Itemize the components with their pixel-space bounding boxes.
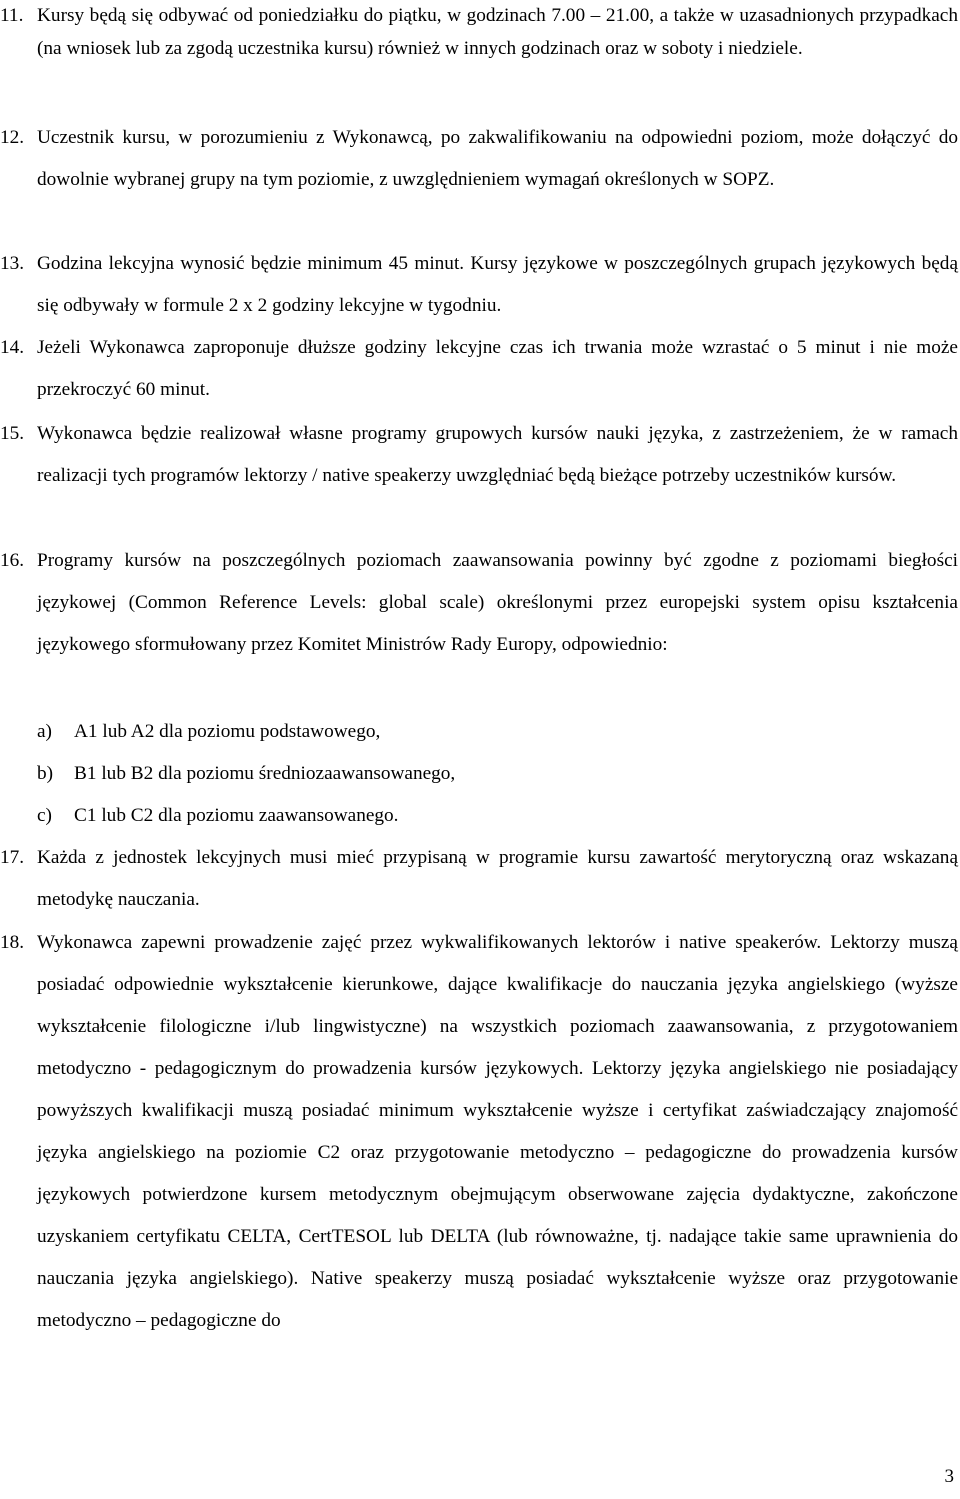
page-number: 3 <box>944 1466 954 1487</box>
sub-item-letter: a) <box>37 721 52 742</box>
item-text: Każda z jednostek lekcyjnych musi mieć przypisaną w programie kursu zawartość merytoryczną oraz wskazaną metodykę nauczania. <box>37 847 958 910</box>
item-number: 18. <box>0 932 25 953</box>
sub-item-text: B1 lub B2 dla poziomu średniozaawansowanego, <box>74 763 456 784</box>
item-text: Kursy będą się odbywać od poniedziałku do piątku, w godzinach 7.00 – 21.00, a także w uzasadnionych przypadkach (na wniosek lub za zgodą uczestnika kursu) również w innych godzinach oraz w soboty i niedziele. <box>37 5 958 59</box>
sub-item-letter: c) <box>37 805 52 826</box>
sub-item-letter: b) <box>37 763 54 784</box>
item-number: 17. <box>0 847 25 868</box>
item-text: Jeżeli Wykonawca zaproponuje dłuższe godziny lekcyjne czas ich trwania może wzrastać o 5 minut i nie może przekroczyć 60 minut. <box>37 337 958 400</box>
item-number: 12. <box>0 127 25 148</box>
item-number: 11. <box>0 5 24 26</box>
item-number: 15. <box>0 423 25 444</box>
item-number: 13. <box>0 253 25 274</box>
sub-item-text: C1 lub C2 dla poziomu zaawansowanego. <box>74 805 399 826</box>
item-number: 16. <box>0 550 25 571</box>
sub-item-text: A1 lub A2 dla poziomu podstawowego, <box>74 721 381 742</box>
item-text: Programy kursów na poszczególnych poziomach zaawansowania powinny być zgodne z poziomami biegłości językowej (Common Reference Levels: global scale) określonymi przez europejski system opisu kształcenia językowego sformułowany przez Komitet Ministrów Rady Europy, odpowiednio: <box>37 550 958 655</box>
item-number: 14. <box>0 337 25 358</box>
item-text: Uczestnik kursu, w porozumieniu z Wykonawcą, po zakwalifikowaniu na odpowiedni poziom, może dołączyć do dowolnie wybranej grupy na tym poziomie, z uwzględnieniem wymagań określonych w SOPZ. <box>37 127 958 190</box>
item-text: Wykonawca zapewni prowadzenie zajęć przez wykwalifikowanych lektorów i native speakerów. Lektorzy muszą posiadać odpowiednie wykształcenie kierunkowe, dające kwalifikacje do nauczania języka angielskiego (wyższe wykształcenie filologiczne i/lub lingwistyczne) na wszystkich poziomach zaawansowania, z przygotowaniem metodyczno - pedagogicznym do prowadzenia kursów językowych. Lektorzy języka angielskiego nie posiadający powyższych kwalifikacji muszą posiadać minimum wykształcenie wyższe i certyfikat zaświadczający znajomość języka angielskiego na poziomie C2 oraz przygotowanie metodyczno – pedagogiczne do prowadzenia kursów językowych potwierdzone kursem metodycznym obejmującym obserwowane zajęcia dydaktyczne, zakończone uzyskaniem certyfikatu CELTA, CertTESOL lub DELTA (lub równoważne, tj. nadające takie same uprawnienia do nauczania języka angielskiego). Native speakerzy muszą posiadać wykształcenie wyższe oraz przygotowanie metodyczno – pedagogiczne do <box>37 932 958 1331</box>
item-text: Wykonawca będzie realizował własne programy grupowych kursów nauki języka, z zastrzeżeniem, że w ramach realizacji tych programów lektorzy / native speakerzy uwzględniać będą bieżące potrzeby uczestników kursów. <box>37 423 958 486</box>
item-text: Godzina lekcyjna wynosić będzie minimum 45 minut. Kursy językowe w poszczególnych grupach językowych będą się odbywały w formule 2 x 2 godziny lekcyjne w tygodniu. <box>37 253 958 316</box>
